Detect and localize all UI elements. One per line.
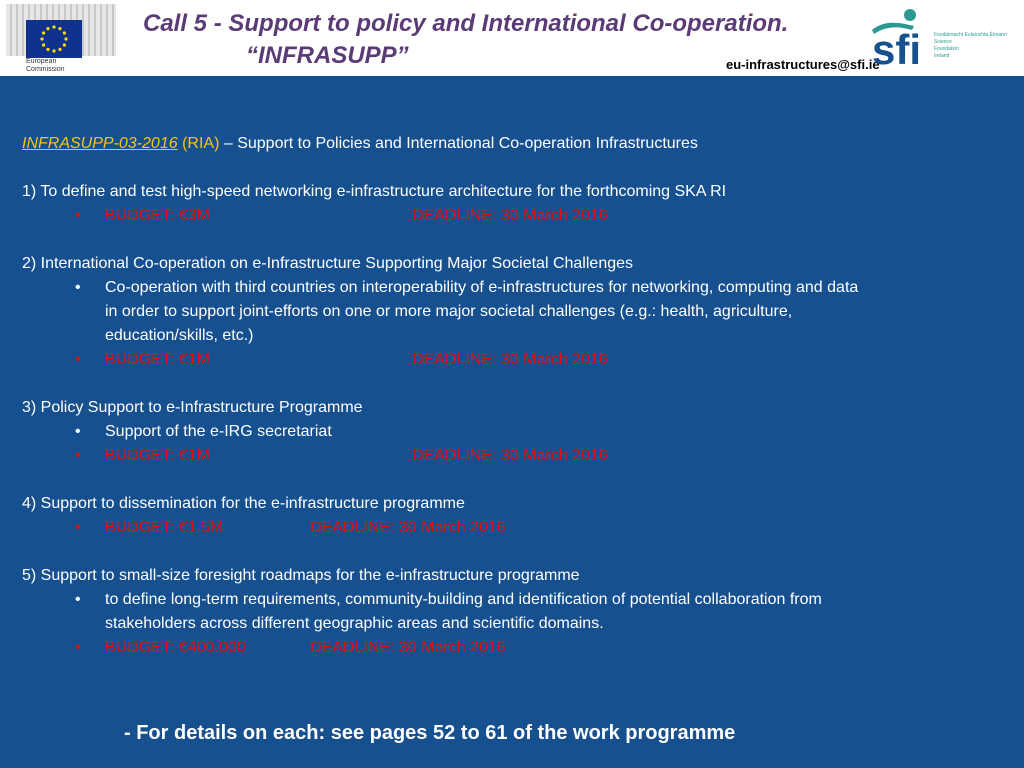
item-2-deadline: DEADLINE: 30 March 2016 <box>412 351 608 368</box>
item-2-heading: 2) International Co-operation on e-Infrastructure Supporting Major Societal Challenges <box>22 255 634 272</box>
page-title-line2: “INFRASUPP” <box>246 42 409 69</box>
topic-description: – Support to Policies and International Co-operation Infrastructures <box>219 135 698 152</box>
item-5-heading: 5) Support to small-size foresight roadmaps for the e-infrastructure programme <box>22 567 580 584</box>
ec-logo-text: European Commission <box>26 58 65 73</box>
item-2-budget-bullet: • <box>75 351 81 368</box>
item-4-heading: 4) Support to dissemination for the e-infrastructure programme <box>22 495 465 512</box>
page-title-line1: Call 5 - Support to policy and International Co-operation. <box>143 10 789 37</box>
intro-line <box>22 134 698 154</box>
item-3-bullet: • <box>75 423 81 440</box>
item-2-budget: BUDGET: €1M <box>105 351 210 368</box>
item-1-budget-bullet: • <box>75 207 81 224</box>
svg-text:sfi: sfi <box>872 26 922 68</box>
item-3-budget: BUDGET: €1M <box>105 447 210 464</box>
item-5-bullet-line-2: stakeholders across different geographic areas and scientific domains. <box>105 615 604 632</box>
eu-flag-icon <box>26 20 82 58</box>
item-4-budget: BUDGET: €1.5M <box>105 519 224 536</box>
contact-email[interactable]: eu-infrastructures@sfi.ie <box>726 57 880 72</box>
sfi-logo-text: Fondúireacht Eolaíochta Éireann Science Foundation Ireland <box>934 32 1007 59</box>
topic-code-link[interactable]: INFRASUPP-03-2016 <box>22 135 178 152</box>
header-bar <box>0 0 1024 76</box>
topic-type: (RIA) <box>177 135 220 152</box>
item-4-deadline: DEADLINE: 30 March 2016 <box>310 519 506 536</box>
footer-note: - For details on each: see pages 52 to 61 of the work programme <box>124 722 736 744</box>
item-3-budget-bullet: • <box>75 447 81 464</box>
item-3-deadline: DEADLINE: 30 March 2016 <box>412 447 608 464</box>
sfi-logo <box>870 6 1020 68</box>
item-5-bullet-line-1: to define long-term requirements, community-building and identification of potential collaboration from <box>105 591 822 608</box>
item-1-deadline: DEADLINE: 30 March 2016 <box>412 207 608 224</box>
item-1-heading: 1) To define and test high-speed networking e-infrastructure architecture for the forthcoming SKA RI <box>22 183 727 200</box>
item-1-budget: BUDGET: €3M <box>105 207 210 224</box>
item-3-bullet-line-1: Support of the e-IRG secretariat <box>105 423 332 440</box>
item-5-bullet: • <box>75 591 81 608</box>
item-5-budget: BUDGET: €400.000 <box>105 639 246 656</box>
item-5-budget-bullet: • <box>75 639 81 656</box>
item-2-bullet: • <box>75 279 81 296</box>
item-4-budget-bullet: • <box>75 519 81 536</box>
item-2-bullet-line-1: Co-operation with third countries on interoperability of e-infrastructures for networking, computing and data <box>105 279 859 296</box>
item-5-deadline: DEADLINE: 30 March 2016 <box>310 639 506 656</box>
european-commission-logo <box>2 2 120 74</box>
item-2-bullet-line-3: education/skills, etc.) <box>105 327 254 344</box>
item-2-bullet-line-2: in order to support joint-efforts on one or more major societal challenges (e.g.: health, agriculture, <box>105 303 793 320</box>
content-panel <box>0 76 1024 768</box>
item-3-heading: 3) Policy Support to e-Infrastructure Programme <box>22 399 363 416</box>
